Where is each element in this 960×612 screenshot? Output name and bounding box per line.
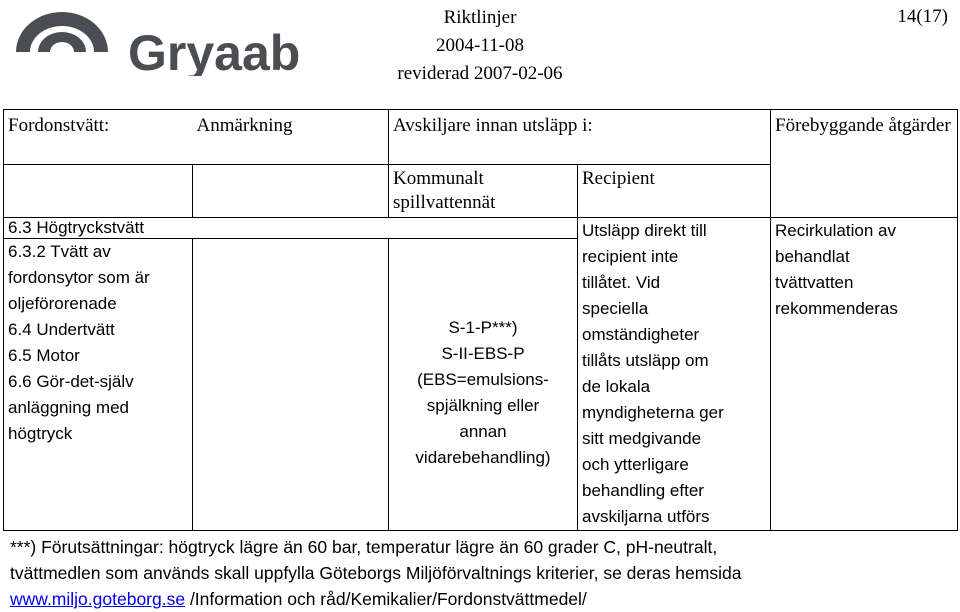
recipient-cell bbox=[578, 218, 771, 531]
atgarder-cell bbox=[771, 218, 958, 531]
recipient-line: avskiljarna utförs bbox=[582, 507, 710, 526]
gryaab-logo-mark bbox=[8, 12, 308, 76]
atgarder-line: Recirkulation av bbox=[775, 221, 896, 240]
recipient-line: omständigheter bbox=[582, 325, 700, 344]
footnote bbox=[10, 534, 950, 612]
recipient-line: speciella bbox=[582, 299, 649, 318]
miljo-link[interactable]: www.miljo.goteborg.se bbox=[10, 589, 186, 609]
col-header-fordonstvatt: Fordonstvätt: bbox=[4, 110, 193, 165]
doc-revision: reviderad 2007-02-06 bbox=[397, 63, 563, 84]
spillvatten-cell bbox=[389, 239, 578, 531]
footnote-path: /Information och råd/Kemikalier/Fordonstvättmedel/ bbox=[185, 589, 587, 609]
spillvatten-line: vidarebehandling) bbox=[415, 448, 551, 468]
row-hogtryckstvatt bbox=[4, 218, 958, 239]
atgarder-line: behandlat bbox=[775, 247, 850, 266]
atgarder-line: rekommenderas bbox=[775, 299, 898, 318]
doc-title: Riktlinjer bbox=[443, 7, 517, 28]
fordonstvatt-item: 6.6 Gör-det-själv anläggning med högtryck bbox=[8, 372, 134, 444]
recipient-line: recipient inte bbox=[582, 247, 679, 266]
footnote-line-1: ***) Förutsättningar: högtryck lägre än 60 bar, temperatur lägre än 60 grader C, pH-neutralt, bbox=[10, 537, 718, 557]
col-header-forebyggande: Förebyggande åtgärder bbox=[771, 110, 958, 218]
doc-title-block bbox=[380, 4, 580, 88]
anmarkning-cell bbox=[193, 239, 389, 531]
gryaab-logo bbox=[8, 12, 308, 76]
atgarder-line: tvättvatten bbox=[775, 273, 854, 292]
spillvatten-line: annan bbox=[459, 422, 507, 442]
spillvatten-line: spjälkning eller bbox=[426, 396, 540, 416]
header-row-1 bbox=[4, 110, 958, 165]
recipient-line: sitt medgivande bbox=[582, 429, 702, 448]
spillvatten-line: S-II-EBS-P bbox=[441, 344, 525, 364]
row-label-hogtryckstvatt: 6.3 Högtryckstvätt bbox=[4, 218, 193, 239]
logo-wordmark: Gryaab bbox=[128, 25, 301, 76]
fordonstvatt-item: 6.4 Undertvätt bbox=[8, 320, 115, 340]
guidelines-table bbox=[3, 109, 958, 531]
col-header-recipient: Recipient bbox=[578, 165, 771, 218]
col-header-spillvattennat: Kommunalt spillvattennät bbox=[389, 165, 578, 218]
spillvatten-line: (EBS=emulsions- bbox=[417, 370, 549, 390]
empty-cell bbox=[4, 165, 193, 218]
recipient-line: tillåts utsläpp om bbox=[582, 351, 709, 370]
fordonstvatt-item: 6.3.2 Tvätt av fordonsytor som är oljeförorenade bbox=[8, 242, 150, 314]
col-header-anmarkning: Anmärkning bbox=[193, 110, 389, 165]
doc-date: 2004-11-08 bbox=[436, 35, 524, 56]
spillvatten-line: S-1-P***) bbox=[448, 318, 518, 338]
empty-cell bbox=[193, 165, 389, 218]
fordonstvatt-item: 6.5 Motor bbox=[8, 346, 80, 366]
recipient-line: och ytterligare bbox=[582, 455, 689, 474]
recipient-line: Utsläpp direkt till bbox=[582, 221, 707, 240]
empty-cell bbox=[193, 218, 578, 239]
footnote-line-3 bbox=[10, 586, 950, 612]
footnote-line-2: tvättmedlen som används skall uppfylla Göteborgs Miljöförvaltnings kriterier, se deras hemsida bbox=[10, 563, 742, 583]
recipient-line: behandling efter bbox=[582, 481, 704, 500]
recipient-line: tillåtet. Vid bbox=[582, 273, 661, 292]
recipient-line: de lokala bbox=[582, 377, 651, 396]
fordonstvatt-cell bbox=[4, 239, 193, 531]
page-number: 14(17) bbox=[897, 6, 948, 27]
recipient-line: myndigheterna ger bbox=[582, 403, 724, 422]
col-header-avskiljare: Avskiljare innan utsläpp i: bbox=[389, 110, 771, 165]
